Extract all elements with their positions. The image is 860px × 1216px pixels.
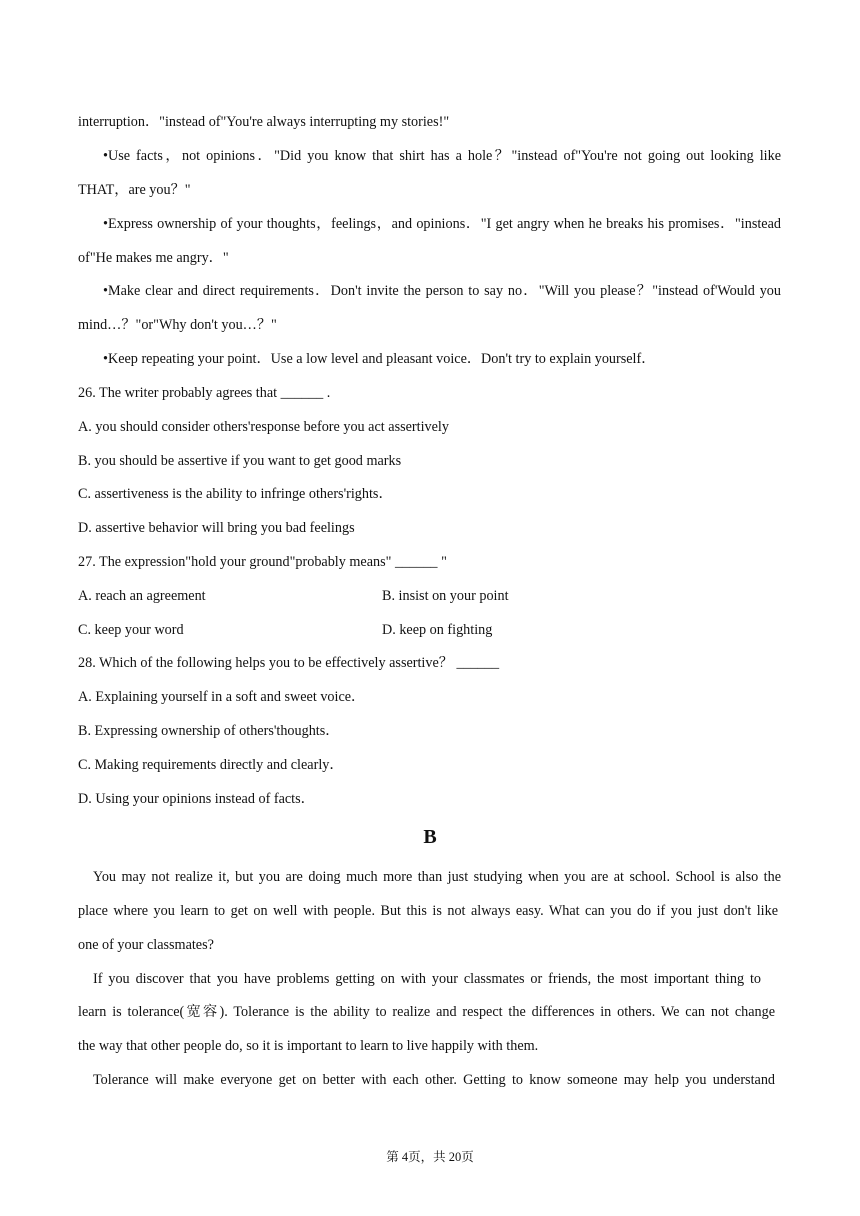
paragraph-line: If you discover that you have problems getting on with your classmates or friends, the most important thing to	[93, 971, 761, 987]
option-a: A. Explaining yourself in a soft and sweet voice．	[78, 689, 366, 705]
passage-line: of"He makes me angry．"	[78, 250, 229, 266]
passage-line: •Express ownership of your thoughts，feelings，and opinions．"I get angry when he breaks his promises．"instead	[103, 216, 781, 232]
paragraph-line: one of your classmates?	[78, 937, 214, 953]
question-stem: 27. The expression"hold your ground"probably means" ______ "	[78, 554, 447, 570]
passage-line: •Keep repeating your point．Use a low level and pleasant voice．Don't try to explain yourself．	[103, 351, 656, 367]
paragraph-line: Tolerance will make everyone get on better with each other. Getting to know someone may help you understand	[93, 1072, 775, 1088]
option-c: C. assertiveness is the ability to infringe others'rights．	[78, 486, 393, 502]
option-d: D. Using your opinions instead of facts．	[78, 791, 315, 807]
passage-line: THAT，are you？"	[78, 182, 191, 198]
option-d: D. assertive behavior will bring you bad feelings	[78, 520, 355, 536]
passage-line: •Use facts，not opinions．"Did you know that shirt has a hole？"instead of"You're not going out looking like	[103, 148, 781, 164]
option-b: B. Expressing ownership of others'thoughts．	[78, 723, 340, 739]
paragraph-line: the way that other people do, so it is important to learn to live happily with them.	[78, 1038, 539, 1054]
paragraph-line: You may not realize it, but you are doing much more than just studying when you are at school. School is also the	[93, 869, 781, 885]
question-stem: 28. Which of the following helps you to be effectively assertive？ ______	[78, 655, 500, 671]
passage-line: interruption．"instead of"You're always interrupting my stories!"	[78, 114, 450, 130]
option-a: A. you should consider others'response before you act assertively	[78, 419, 449, 435]
option-c: C. keep your word	[78, 622, 184, 638]
option-b: B. you should be assertive if you want to get good marks	[78, 453, 402, 469]
option-a: A. reach an agreement	[78, 588, 206, 604]
paragraph-line: place where you learn to get on well with people. But this is not always easy. What can you do if you just don't like	[78, 903, 778, 919]
option-b: B. insist on your point	[382, 588, 509, 604]
section-heading: B	[423, 826, 437, 848]
page-number: 第 4页，共 20页	[386, 1150, 474, 1164]
passage-line: •Make clear and direct requirements．Don't invite the person to say no．"Will you please？"instead of'Would you	[103, 283, 781, 299]
passage-line: mind…？"or"Why don't you…？"	[78, 317, 277, 333]
option-c: C. Making requirements directly and clearly．	[78, 757, 344, 773]
question-stem: 26. The writer probably agrees that ______ .	[78, 385, 331, 401]
paragraph-line: learn is tolerance(宽容). Tolerance is the ability to realize and respect the differences in others. We can not change	[78, 1004, 775, 1020]
option-d: D. keep on fighting	[382, 622, 493, 638]
